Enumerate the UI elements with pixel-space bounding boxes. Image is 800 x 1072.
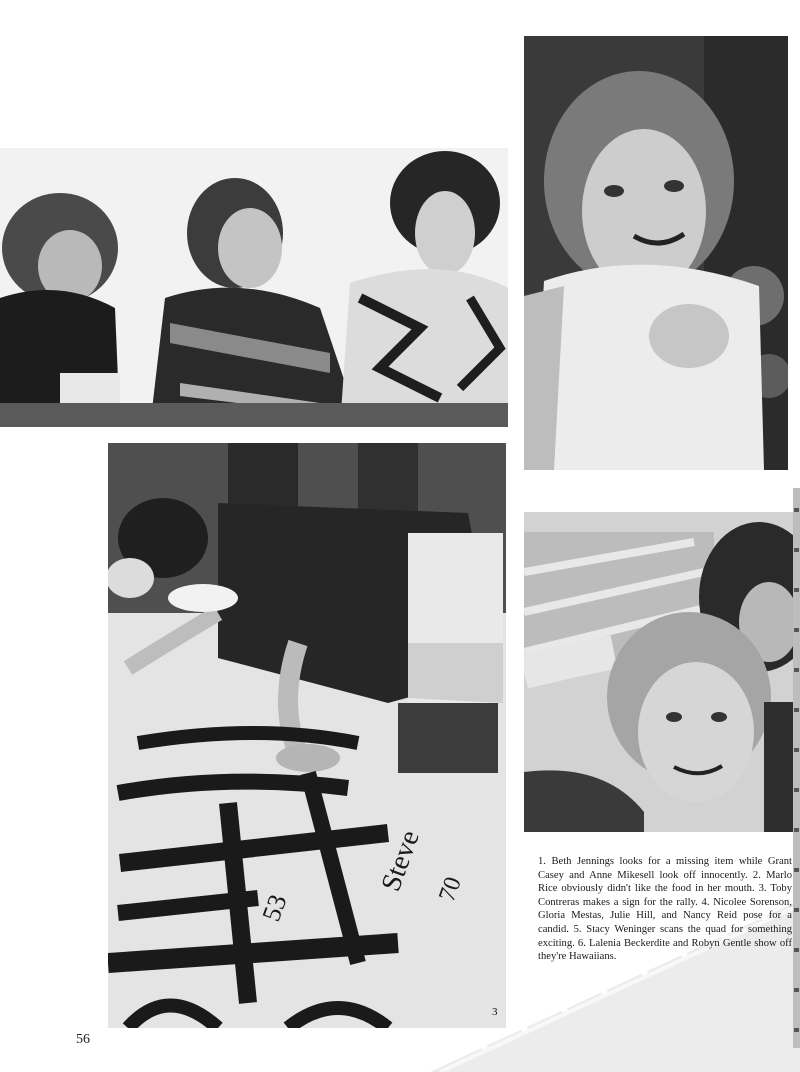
banner-name-steve: Steve [375,826,426,896]
photo-3-number: 3 [492,1006,498,1018]
page-number: 56 [76,1032,90,1047]
photo-two-girls-posing [524,512,800,832]
photo-girl-laughing-image [524,36,788,470]
photo-caption: 1. Beth Jennings looks for a missing item while Grant Casey and Anne Mikesell look off innocently. 2. Marlo Rice obviously didn't like the food in her mouth. 3. Toby Contreras makes a sign for the rally. 4. Nicolee Sorenson, Gloria Mestas, Julie Hill, and Nancy Reid pose for a candid. 5. Stacy Weninger scans the quad for something exciting. 6. Lalenia Beckerdite and Robyn Gentle show off they're Hawaiians. [538,856,792,963]
photo-three-girls [0,148,508,427]
banner-number-53: 53 [256,890,293,926]
photo-girl-laughing [524,36,788,470]
banner-number-70: 70 [434,873,467,906]
photo-three-girls-image [0,148,508,427]
binder-edge [793,488,800,1048]
photo-two-girls-posing-image [524,512,800,832]
